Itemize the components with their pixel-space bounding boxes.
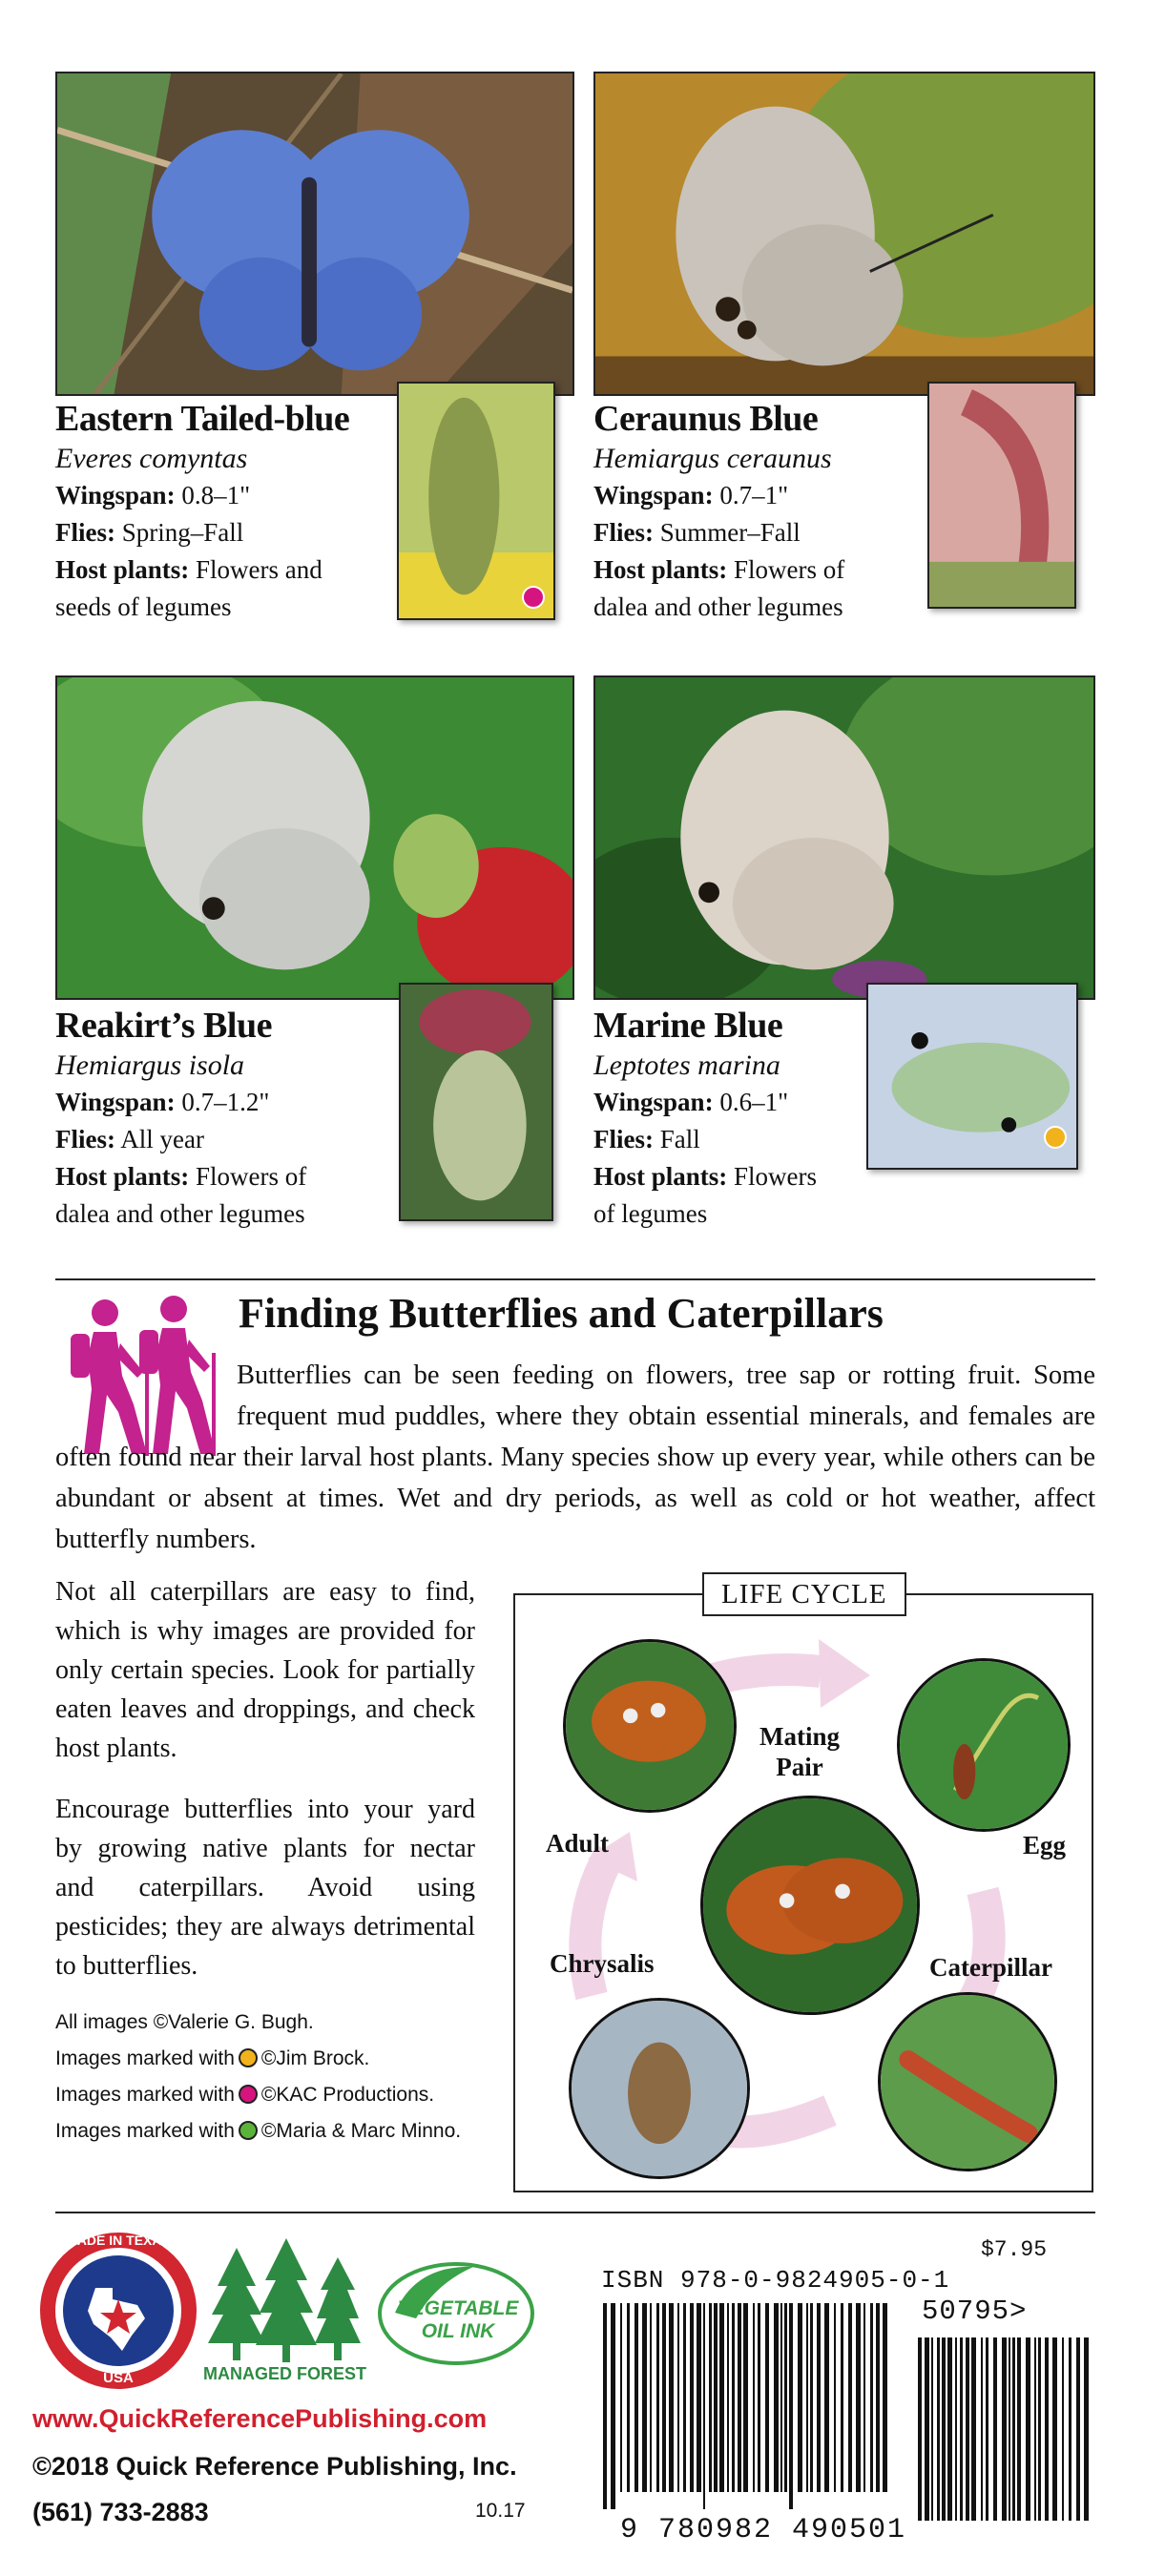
host-plants-line-2: dalea and other legumes (593, 592, 843, 621)
host-plants-line-2: seeds of legumes (55, 592, 232, 621)
flies-line: Flies: All year (55, 1125, 204, 1153)
caterpillar-image (878, 1992, 1057, 2171)
price-addon-barcode (916, 2337, 1093, 2538)
jim-brock-credit-dot (1044, 1126, 1067, 1149)
host-plants-line: Host plants: Flowers (593, 1162, 818, 1191)
barcode-bar (703, 2303, 705, 2509)
barcode-bar (960, 2337, 963, 2521)
barcode-bar (1045, 2337, 1049, 2521)
marine-blue-photo (593, 675, 1095, 1000)
host-plants-line: Host plants: Flowers of (55, 1162, 307, 1191)
credit-line: Images marked with ©Jim Brock. (55, 2047, 370, 2069)
barcode-bar (1026, 2337, 1030, 2521)
flies-line: Flies: Spring–Fall (55, 518, 244, 547)
barcode-bar (966, 2337, 969, 2521)
addon-number: 50795> (922, 2296, 1028, 2327)
reakirts-blue-photo (55, 675, 574, 1000)
caterpillar-paragraph: Not all caterpillars are easy to find, which is why images are provided for only certain species. Look for partially eaten leaves and droppings, and check host plants. (55, 1577, 475, 1763)
scientific-name: Everes comyntas (55, 443, 248, 474)
made-in-texas-badge (38, 2231, 198, 2391)
image-credits (55, 2005, 461, 2150)
barcode-bar (876, 2303, 880, 2492)
barcode-bar (1052, 2337, 1057, 2521)
isbn-text: ISBN 978-0-9824905-0-1 (601, 2266, 950, 2295)
barcode-bar (656, 2303, 659, 2492)
barcode-bar (758, 2303, 760, 2492)
barcode-bar (810, 2303, 813, 2492)
barcode-bar (765, 2303, 769, 2492)
barcode-bar (883, 2303, 887, 2492)
barcode-bar (650, 2303, 652, 2492)
credit-all: All images ©Valerie G. Bugh. (55, 2011, 314, 2033)
copyright-text: ©2018 Quick Reference Publishing, Inc. (32, 2452, 517, 2481)
barcode-bar (753, 2303, 755, 2492)
common-name: Ceraunus Blue (593, 399, 819, 439)
yellow-dot-icon (239, 2048, 258, 2067)
phone-number: (561) 733-2883 (32, 2498, 209, 2526)
barcode-bar (683, 2303, 686, 2492)
barcode-bar (789, 2303, 793, 2509)
barcode-bar (714, 2303, 718, 2492)
barcode-bar (727, 2303, 729, 2492)
credit-line: Images marked with ©Maria & Marc Minno. (55, 2120, 462, 2142)
life-cycle-title: LIFE CYCLE (702, 1572, 906, 1616)
barcode-bar (841, 2303, 843, 2492)
common-name: Reakirt’s Blue (55, 1006, 272, 1046)
made-in-texas-text: MADE IN TEXAS (66, 2233, 171, 2248)
barcode-bar (669, 2303, 674, 2492)
barcode-bar (993, 2337, 997, 2521)
barcode-bar (732, 2303, 735, 2492)
chrysalis-label: Chrysalis (550, 1949, 655, 1978)
barcode-bar (918, 2337, 922, 2521)
barcode-bar (931, 2337, 933, 2521)
species-reakirts-blue (55, 1004, 399, 1233)
encourage-paragraph: Encourage butterflies into your yard by growing native plants for nectar and caterpillars. Avoid using pesticides; they are always detrimental to butterflies. (55, 1795, 475, 1981)
edition-code: 10.17 (475, 2500, 526, 2522)
barcode-bar (848, 2303, 852, 2492)
scientific-name: Hemiargus isola (55, 1049, 245, 1081)
barcode-bar (925, 2337, 929, 2521)
barcode-bar (784, 2303, 787, 2492)
barcode-bar (824, 2303, 829, 2492)
barcode-bar (1009, 2337, 1010, 2521)
caterpillar-label: Caterpillar (929, 1953, 1052, 1982)
section-divider-top (55, 1278, 1095, 1280)
barcode-bar (1069, 2337, 1071, 2521)
barcode-bar (971, 2337, 976, 2521)
barcode-bar (774, 2303, 779, 2492)
barcode-bar (719, 2303, 724, 2492)
section-divider-bottom (55, 2212, 1095, 2213)
barcode-bar (611, 2303, 615, 2509)
barcode-bar (1062, 2337, 1064, 2521)
usa-text: USA (103, 2370, 134, 2386)
species-eastern-tailed-blue (55, 397, 399, 626)
ean-number: 9 780982 490501 (620, 2514, 907, 2546)
barcode-bar (738, 2303, 741, 2492)
website-link[interactable]: www.QuickReferencePublishing.com (32, 2404, 488, 2433)
barcode-bar (1076, 2337, 1080, 2521)
barcode-bar (642, 2303, 647, 2492)
eastern-tailed-blue-photo (55, 72, 574, 396)
magenta-dot-icon (239, 2085, 258, 2104)
barcode-bar (1038, 2337, 1041, 2521)
barcode-bar (709, 2303, 712, 2492)
green-dot-icon (239, 2121, 258, 2140)
eastern-tailed-blue-caterpillar-photo (397, 382, 555, 620)
scientific-name: Leptotes marina (593, 1049, 780, 1081)
flies-line: Flies: Fall (593, 1125, 700, 1153)
barcode-bar (834, 2303, 836, 2492)
host-plants-line-2: dalea and other legumes (55, 1199, 305, 1228)
wingspan-line: Wingspan: 0.8–1" (55, 481, 251, 509)
barcode-bar (1084, 2337, 1089, 2521)
mating-pair-image (700, 1796, 920, 2015)
barcode-bar (942, 2337, 946, 2521)
species-ceraunus-blue (593, 397, 937, 626)
barcode-bar (870, 2303, 873, 2492)
barcode-bar (817, 2303, 821, 2492)
barcode-bar (677, 2303, 679, 2492)
barcode-bar (981, 2337, 983, 2521)
common-name: Eastern Tailed-blue (55, 399, 350, 439)
reakirts-blue-caterpillar-photo (399, 983, 553, 1221)
managed-forest-label: MANAGED FOREST (203, 2364, 366, 2383)
common-name: Marine Blue (593, 1006, 783, 1046)
egg-image (897, 1658, 1071, 1832)
barcode-bar (1012, 2337, 1015, 2521)
barcode-bar (697, 2303, 701, 2492)
barcode-bar (603, 2303, 607, 2509)
barcode-bar (863, 2303, 865, 2492)
barcode-bar (690, 2303, 694, 2492)
barcode-bar (1017, 2337, 1021, 2521)
scientific-name: Hemiargus ceraunus (593, 443, 832, 474)
kac-credit-dot (522, 586, 545, 609)
finding-intro: Butterflies can be seen feeding on flowers, tree sap or rotting fruit. Some frequent mud puddles, where they obtain essential minerals, and females are often found near their larval host plants. Many species show up every year, while others can be abundant or absent at times. Wet and dry periods, as well as cold or hot weather, affect butterfly numbers. (55, 1361, 1095, 1554)
mating-pair-label: Mating Pair (759, 1722, 840, 1781)
adult-label: Adult (546, 1829, 610, 1858)
credit-line: Images marked with ©KAC Productions. (55, 2084, 435, 2106)
wingspan-line: Wingspan: 0.7–1" (593, 481, 789, 509)
barcode-bar (627, 2303, 630, 2492)
barcode-bar (947, 2337, 952, 2521)
barcode-bar (780, 2303, 782, 2492)
barcode-bar (798, 2303, 802, 2492)
barcode-bar (662, 2303, 666, 2492)
price-text: $7.95 (981, 2237, 1048, 2262)
barcode-bar (635, 2303, 638, 2492)
barcode-bar (806, 2303, 808, 2492)
wingspan-line: Wingspan: 0.6–1" (593, 1088, 789, 1116)
barcode-bar (620, 2303, 622, 2492)
host-plants-line-2: of legumes (593, 1199, 708, 1228)
managed-forest-trees-icon (208, 2238, 361, 2362)
egg-label: Egg (1023, 1831, 1067, 1859)
barcode-bar (955, 2337, 957, 2521)
finding-title: Finding Butterflies and Caterpillars (239, 1290, 884, 1337)
ceraunus-blue-photo (593, 72, 1095, 396)
adult-butterfly-image (563, 1639, 737, 1813)
species-marine-blue (593, 1004, 870, 1233)
flies-line: Flies: Summer–Fall (593, 518, 801, 547)
vegetable-oil-ink-text: VEGETABLE OIL INK (397, 2297, 519, 2342)
barcode-bar (937, 2337, 940, 2521)
barcode-bar (1034, 2337, 1036, 2521)
host-plants-line: Host plants: Flowers and (55, 555, 322, 584)
isbn-barcode (601, 2303, 887, 2509)
barcode-bar (856, 2303, 861, 2492)
host-plants-line: Host plants: Flowers of (593, 555, 845, 584)
ceraunus-blue-caterpillar-photo (927, 382, 1076, 609)
barcode-bar (986, 2337, 988, 2521)
barcode-bar (743, 2303, 748, 2492)
barcode-bar (1002, 2337, 1007, 2521)
wingspan-line: Wingspan: 0.7–1.2" (55, 1088, 270, 1116)
chrysalis-image (569, 1998, 750, 2179)
